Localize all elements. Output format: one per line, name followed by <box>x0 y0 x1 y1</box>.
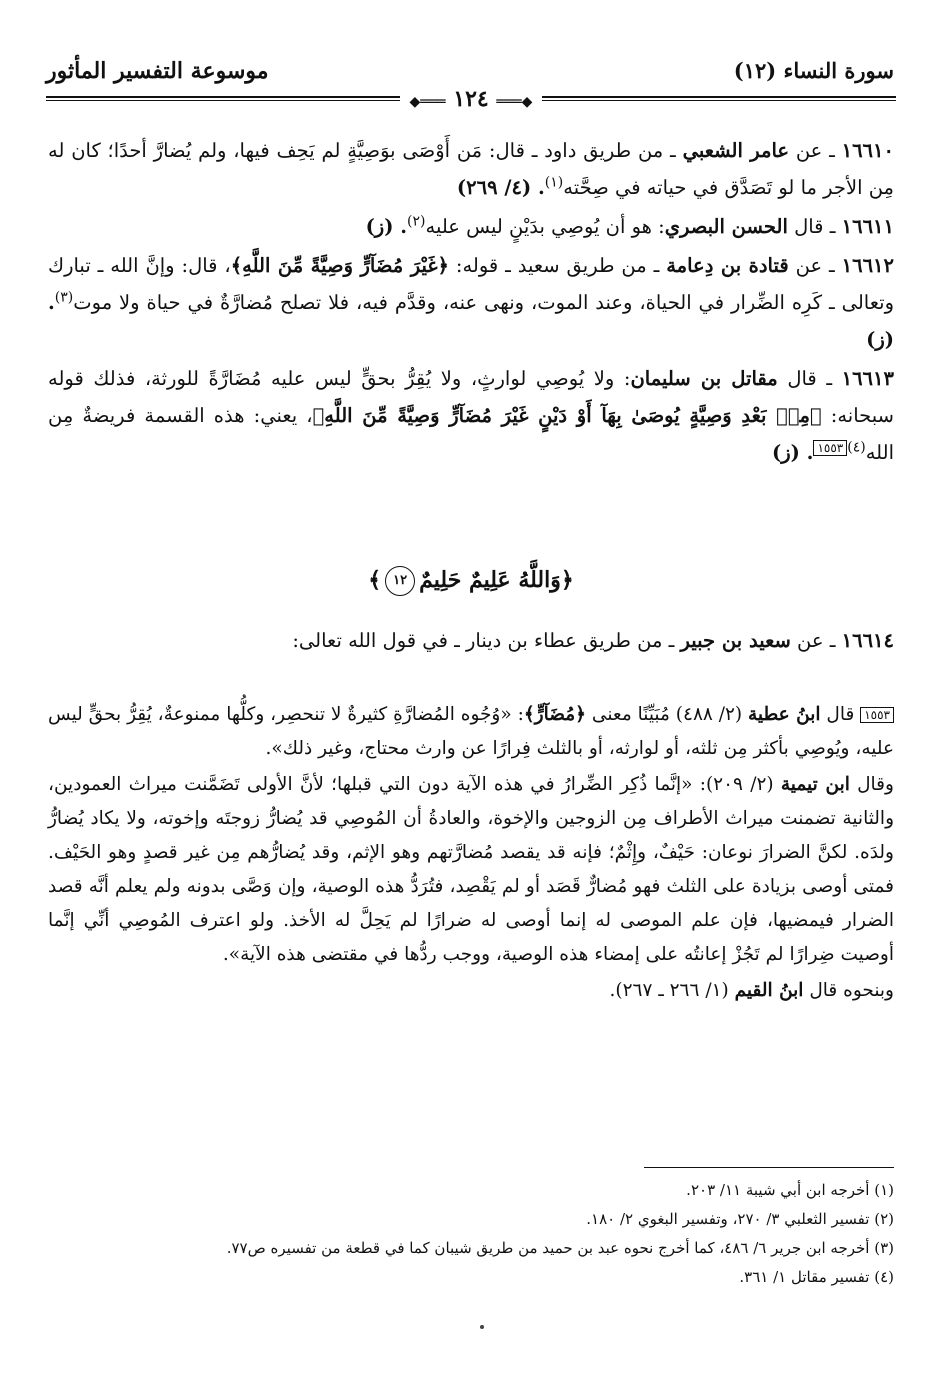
footnote-ref[interactable]: (١) <box>544 174 564 191</box>
narration-number: ١٦٦١١ <box>841 215 894 238</box>
footnote-ref[interactable]: (٤) <box>847 439 866 456</box>
commentary-text: وقال <box>849 774 894 795</box>
narration-number: ١٦٦١٤ <box>841 629 894 652</box>
ayah-text: ﴿وَاللَّهُ عَلِيمٌ حَلِيمٌ <box>419 567 574 593</box>
ornament-icon: ◆═══ <box>409 94 446 110</box>
ayah-number: ١٢ <box>393 573 408 588</box>
ayah-heading <box>0 560 942 600</box>
narration-lead: ـ عن <box>788 254 842 277</box>
commentary-ibn-taymiyya <box>48 768 894 972</box>
narrator-name: قتادة بن دِعامة <box>666 254 789 277</box>
page-number <box>400 86 543 112</box>
commentary-text: (١/ ٢٦٦ ـ ٢٦٧). <box>609 980 735 1001</box>
footnote-3: (٣) أخرجه ابن جرير ٦/ ٤٨٦، كما أخرج نحوه عبد بن حميد من طريق شيبان كما في قطعة من تفسيره ص٧٧. <box>226 1239 894 1257</box>
narrator-name: مقاتل بن سليمان <box>630 367 778 390</box>
ayah-close-bracket: ﴾ <box>368 567 382 593</box>
narration-text-cont: ، يعني: هذه القسمة فريضةٌ مِن الله <box>48 404 894 464</box>
footnotes <box>48 1176 894 1292</box>
quran-verse: ﴿مُضَآرٍّ﴾ <box>523 704 587 725</box>
surah-header: سورة النساء (١٢) <box>733 58 894 83</box>
footnote-ref[interactable]: (٣) <box>54 289 74 306</box>
footnote-4: (٤) تفسير مقاتل ١/ ٣٦١. <box>739 1268 894 1286</box>
narration-text: ـ من طريق سعيد ـ قوله: <box>448 254 667 277</box>
source-ref: . (ز) <box>48 291 894 351</box>
page-number-wrap <box>0 86 942 112</box>
commentary-block <box>48 698 894 1008</box>
commentary-text: وبنحوه قال <box>803 980 894 1001</box>
narration-lead: ـ قال <box>787 215 842 238</box>
narration-16611 <box>48 208 894 245</box>
book-title-header: موسوعة التفسير المأثور <box>46 58 269 84</box>
quran-verse: ﴿غَيْرَ مُضَآرٍّ وَصِيَّةً مِّنَ اللَّهِ﴾ <box>230 254 449 277</box>
main-text-after-ayah <box>48 622 894 659</box>
commentary-text: قال <box>820 704 861 725</box>
source-ref: . (٤/ ٢٦٩) <box>456 176 545 199</box>
narration-text: : هو أن يُوصِي بدَيْنٍ ليس عليه <box>425 215 665 238</box>
scholar-name: ابنُ القيم <box>734 980 804 1001</box>
ornament-icon: ═══◆ <box>496 94 533 110</box>
quran-verse: ﴿مِنۢ بَعْدِ وَصِيَّةٍ يُوصَىٰ بِهَآ أَوْ دَيْنٍ غَيْرَ مُضَآرٍّ وَصِيَّةً مِّنَ اللَّهِ﴾ <box>312 404 822 427</box>
scholar-name: ابن تيمية <box>780 774 850 795</box>
commentary-number: ١٥٥٣ <box>860 707 894 723</box>
narration-number: ١٦٦١٠ <box>841 139 894 162</box>
narration-text: : ولا يُوصِي لوارثٍ، ولا يُقِرُّ بحقٍّ ليس عليه مُضَارَّةً للورثة، فذلك قوله سبحانه: <box>48 367 894 427</box>
narration-number: ١٦٦١٢ <box>841 254 894 277</box>
page-mark <box>480 1325 484 1329</box>
narration-text-cont: ، قال: وإنَّ الله ـ تبارك وتعالى ـ كَرِه الضِّرار في الحياة، وعند الموت، ونهى عنه، وقدَّم فيه، فلا تصلح مُضارَّةٌ في حياة ولا موت <box>48 254 894 314</box>
footnote-ref[interactable]: (٢) <box>407 213 426 230</box>
narration-16614 <box>48 622 894 659</box>
commentary-text: (٢/ ٢٠٩): «إنَّما ذُكِر الضِّرارُ في هذه الآية دون التي قبلها؛ لأنَّ الأولى تَضَمَّنت ميراث العمودين، والثانية تضمنت ميراث الأطراف مِن الزوجين والإخوة، والعادةُ أن المُوصِي قد يُضارُّ زوجتَه وإخوته، ولا يكاد يُضارُّ ولدَه. لكنَّ الضرارَ نوعان: حَيْفٌ، وإِثْمٌ؛ فإنه قد يقصد مُضارَّتهم وهو الإثم، وقد يُضارُّهم مِن غير قصدٍ وهو الحَيْف. فمتى أوصى بزيادة على الثلث فهو مُضارٌّ قَصَد أو لم يَقْصِد، فتُرَدُّ هذه الوصية، وإن وَصَّى بدونه ولم يعلم أنَّه قصد الضرار فيمضيها، فإن علم الموصى له إنما أوصى له ضرارًا لم يَحِلَّ له الأخذ. ولو اعترف المُوصِي أنِّي إنَّما أوصيت ضِرارًا لم تَجُزْ إعانتُه على إمضاء هذه الوصية، ووجب ردُّها في مقتضى هذه الآية». <box>48 774 894 965</box>
ayah-number-icon <box>385 566 415 596</box>
narration-text: ـ من طريق عطاء بن دينار ـ في قول الله تعالى: <box>292 629 681 652</box>
source-ref: . (ز) <box>772 441 814 464</box>
commentary-text: (٢/ ٤٨٨) مُبَيِّنًا معنى <box>586 704 748 725</box>
scholar-name: ابنُ عطية <box>748 704 821 725</box>
narration-lead: ـ عن <box>790 629 842 652</box>
footnote-1: (١) أخرجه ابن أبي شيبة ١١/ ٢٠٣. <box>686 1181 894 1199</box>
source-ref: . (ز) <box>365 215 408 238</box>
page-number-value: ١٢٤ <box>453 86 489 112</box>
narrator-name: عامر الشعبي <box>682 139 790 162</box>
narration-lead: ـ قال <box>777 367 842 390</box>
narration-text: ـ من طريق داود ـ قال: مَن أَوْصَى بوَصِيَّةٍ لم يَحِف فيها، ولم يُضارَّ أحدًا؛ كان له مِن الأجر ما لو تَصَدَّق في حياته في صِحَّته <box>48 139 894 199</box>
commentary-box-ref[interactable]: ١٥٥٣ <box>813 440 847 456</box>
narrator-name: الحسن البصري <box>664 215 788 238</box>
commentary-ibn-qayyim <box>48 974 894 1008</box>
narration-16613 <box>48 360 894 471</box>
narration-16610 <box>48 132 894 206</box>
commentary-ibn-atiyya <box>48 698 894 766</box>
footnote-2: (٢) تفسير الثعلبي ٣/ ٢٧٠، وتفسير البغوي ٢/ ١٨٠. <box>586 1210 894 1228</box>
narration-16612 <box>48 247 894 358</box>
footnote-rule <box>644 1167 894 1168</box>
commentary-text: : «وُجُوه المُضارَّةِ كثيرةٌ لا تنحصِر، وكلُّها ممنوعةٌ، يُقِرُّ بحقٍّ ليس عليه، ويُوصِي بأكثر مِن ثلثه، أو لوارثه، أو بالثلث فِرارًا عن وارث محتاج، وغير ذلك». <box>47 704 894 759</box>
narrator-name: سعيد بن جبير <box>680 629 791 652</box>
narration-lead: ـ عن <box>789 139 842 162</box>
narration-number: ١٦٦١٣ <box>841 367 894 390</box>
main-text <box>48 132 894 471</box>
